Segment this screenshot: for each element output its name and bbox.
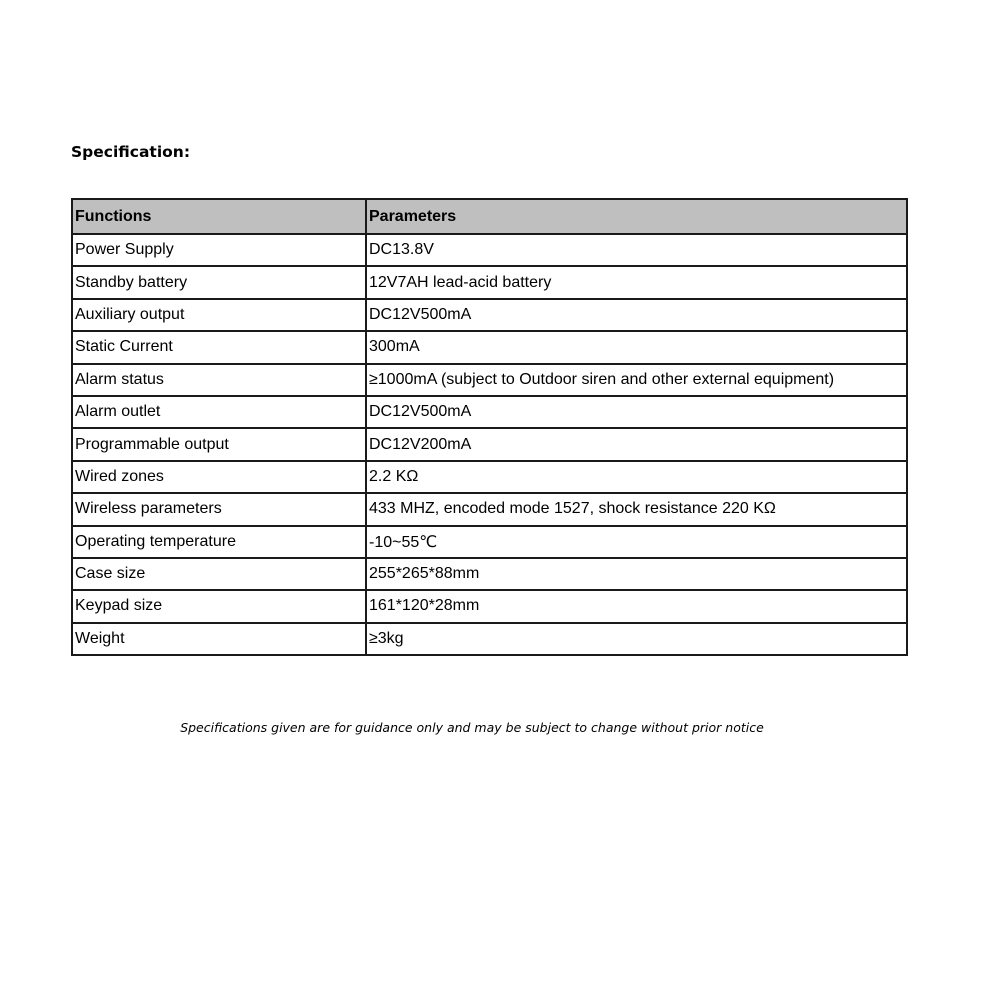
- function-cell: Auxiliary output: [72, 299, 366, 331]
- table-row: [72, 266, 907, 298]
- table-row: [72, 234, 907, 266]
- disclaimer-footnote: Specifications given are for guidance only and may be subject to change without prior notice: [180, 720, 764, 735]
- function-cell: Wireless parameters: [72, 493, 366, 525]
- function-cell: Case size: [72, 558, 366, 590]
- column-header-parameters: Parameters: [366, 199, 907, 234]
- parameter-cell: -10~55℃: [366, 526, 907, 558]
- specification-table: [71, 198, 908, 656]
- function-cell: Standby battery: [72, 266, 366, 298]
- function-cell: Alarm status: [72, 364, 366, 396]
- parameter-cell: DC12V200mA: [366, 428, 907, 460]
- table-row: [72, 623, 907, 655]
- parameter-cell: 2.2 KΩ: [366, 461, 907, 493]
- table-row: [72, 526, 907, 558]
- function-cell: Power Supply: [72, 234, 366, 266]
- table-row: [72, 299, 907, 331]
- parameter-cell: 12V7AH lead-acid battery: [366, 266, 907, 298]
- table-header-row: [72, 199, 907, 234]
- function-cell: Static Current: [72, 331, 366, 363]
- table-row: [72, 558, 907, 590]
- parameter-cell: 161*120*28mm: [366, 590, 907, 622]
- column-header-functions: Functions: [72, 199, 366, 234]
- parameter-cell: ≥3kg: [366, 623, 907, 655]
- table-row: [72, 461, 907, 493]
- table-row: [72, 428, 907, 460]
- parameter-cell: 255*265*88mm: [366, 558, 907, 590]
- function-cell: Weight: [72, 623, 366, 655]
- table-row: [72, 331, 907, 363]
- parameter-cell: 433 MHZ, encoded mode 1527, shock resistance 220 KΩ: [366, 493, 907, 525]
- table-row: [72, 364, 907, 396]
- function-cell: Alarm outlet: [72, 396, 366, 428]
- page-title: Specification:: [71, 143, 191, 161]
- table-row: [72, 396, 907, 428]
- table-row: [72, 590, 907, 622]
- function-cell: Wired zones: [72, 461, 366, 493]
- parameter-cell: DC13.8V: [366, 234, 907, 266]
- parameter-cell: ≥1000mA (subject to Outdoor siren and other external equipment): [366, 364, 907, 396]
- function-cell: Keypad size: [72, 590, 366, 622]
- function-cell: Programmable output: [72, 428, 366, 460]
- parameter-cell: 300mA: [366, 331, 907, 363]
- function-cell: Operating temperature: [72, 526, 366, 558]
- parameter-cell: DC12V500mA: [366, 299, 907, 331]
- parameter-cell: DC12V500mA: [366, 396, 907, 428]
- table-row: [72, 493, 907, 525]
